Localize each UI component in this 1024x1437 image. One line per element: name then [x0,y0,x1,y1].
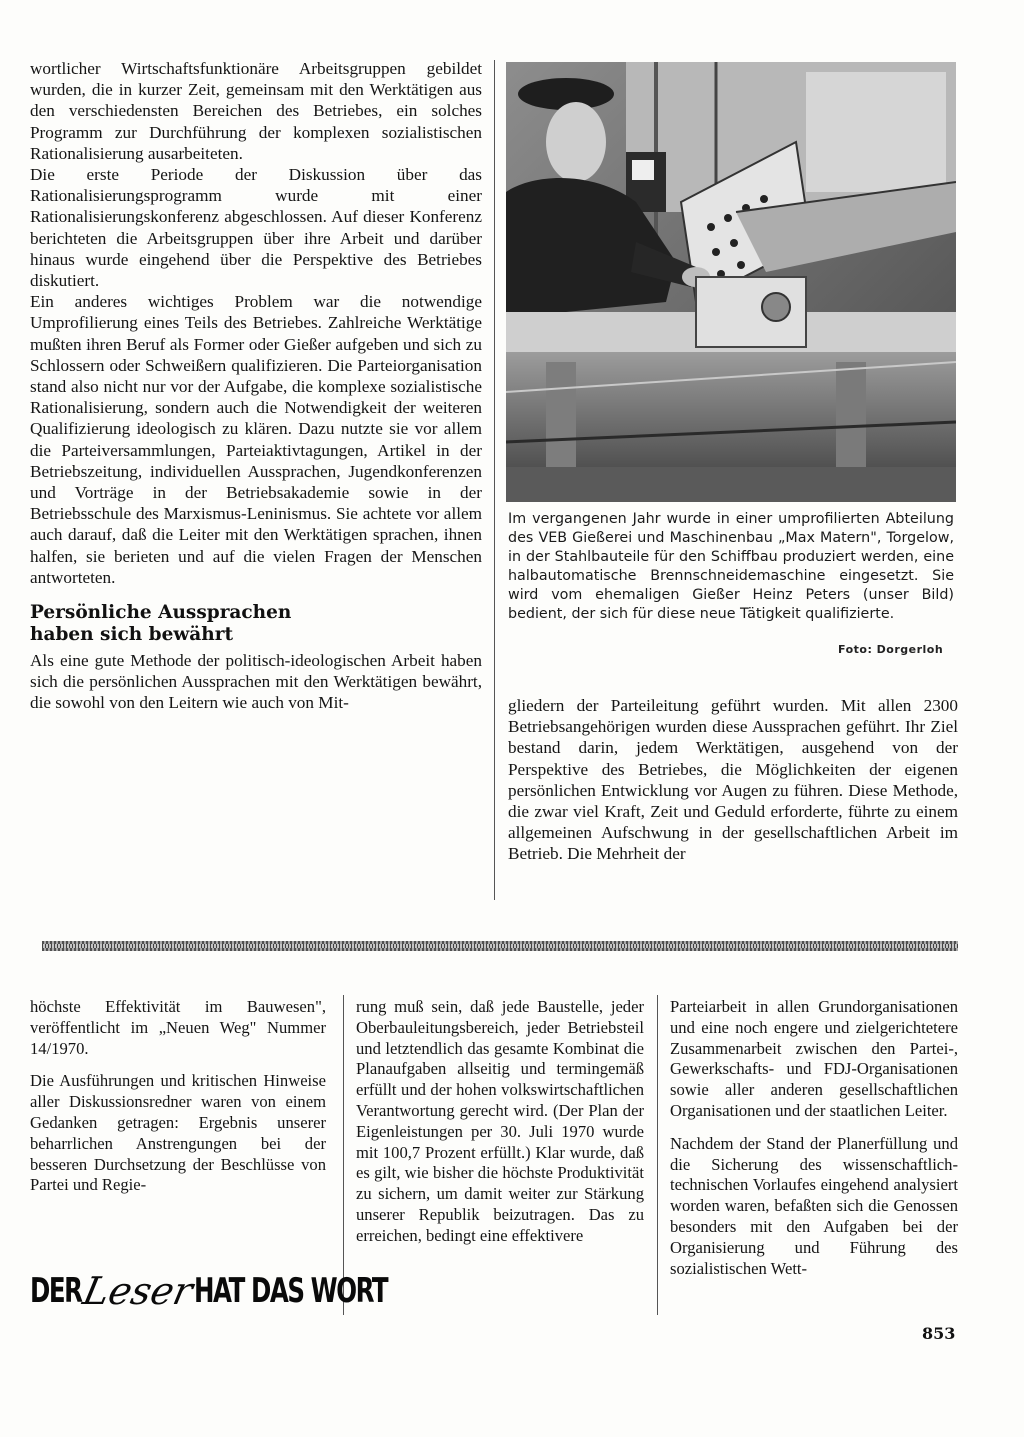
paragraph: Die Ausführungen und kritischen Hinweise aller Diskussionsredner waren von einem Gedanken getragen: Ergebnis unserer beharrlichen Anstrengungen bei der besseren Durchsetzung der Beschlüsse von Partei und Regie- [30,1071,326,1195]
column-rule [657,995,658,1315]
column-rule [343,995,344,1315]
rubric-heading-left: DER [30,1271,82,1311]
paragraph: wortlicher Wirtschaftsfunktionäre Arbeitsgruppen gebildet wurden, die in kurzer Zeit, gemeinsam mit den Werktätigen aus den verschiedensten Bereichen des Betriebes, ein solches Programm zur Durchführung der komplexen sozialistischen Rationalisierung ausarbeiteten. [30,59,482,163]
photo-machine-operator [506,62,956,502]
paragraph: Die erste Periode der Diskussion über das Rationalisierungsprogramm wurde mit einer Rationalisierungskonferenz abgeschlossen. Auf dieser Konferenz berichteten die Arbeitsgruppen über ihre Arbeit und darüber hinaus wurde eingehend über die Perspektive des Betriebes diskutiert. [30,165,482,291]
subheading-line-2: haben sich bewährt [30,624,233,646]
section-separator [42,941,958,951]
rubric-heading-script: Leser [79,1269,197,1313]
subheading-line-1: Persönliche Aussprachen [30,602,292,624]
column-rule [494,60,495,900]
paragraph: Nachdem der Stand der Planerfüllung und die Sicherung des wissenschaftlich-technischen Vorlaufes eingehend analysiert worden waren, befaßten sich die Genossen besonders mit den Aufgaben bei der Organisierung und Führung des sozialistischen Wett- [670,1133,958,1278]
photo-credit: Foto: Dorgerloh [838,643,944,656]
right-column-continuation [508,695,958,865]
rubric-heading [30,1263,388,1319]
bottom-column-2 [356,997,644,1247]
paragraph: rung muß sein, daß jede Baustelle, jeder Oberbauleitungsbereich, jeder Betriebsteil und letztendlich das gesamte Kombinat die Planaufgaben allseitig und termingemäß erfüllt und der hohen volkswirtschaftlichen Verantwortung gerecht wird. (Der Plan der Eigenleistungen per 30. Juli 1970 wurde mit 100,7 Prozent erfüllt.) Klar wurde, daß es gilt, wie bisher die höchste Produktivität zu sichern, um damit weiter zur Stärkung unserer Republik beizutragen. Das zu erreichen, bedingt eine effektivere [356,997,644,1245]
rubric-heading-right: HAT DAS WORT [193,1271,388,1311]
page-number: 853 [922,1324,956,1343]
photo-illustration [506,62,956,502]
left-column [30,58,482,714]
paragraph: Parteiarbeit in allen Grundorganisationen und eine noch engere und zielgerichtetere Zusammenarbeit zwischen den Partei-, Gewerkschafts- und FDJ-Organisationen sowie aller anderen gesellschaftlichen Organisationen und der staatlichen Leiter. [670,997,958,1120]
paragraph: Als eine gute Methode der politisch-ideologischen Arbeit haben sich die persönlichen Aussprachen mit den Werktätigen bewährt, die sowohl von den Leitern wie auch von Mit- [30,651,482,713]
bottom-column-3 [670,997,958,1279]
bottom-column-1 [30,997,326,1196]
paragraph: Ein anderes wichtiges Problem war die notwendige Umprofilierung eines Teils des Betriebes. Zahlreiche Werktätige mußten ihren Beruf als Former oder Gießer aufgeben und sich zu Schlossern oder Schweißern qualifizieren. Die Parteiorganisation stand also nicht nur vor der Aufgabe, die komplexe sozialistische Rationalisierung, sondern auch die Notwendigkeit der weiteren Qualifizierung ideologisch zu klären. Dazu nutzte sie vor allem die Parteiversammlungen, Parteiaktivtagungen, Artikel in der Betriebszeitung, individuellen Aussprachen, Jugendkonferenzen und Vorträge in der Betriebsakademie sowie in der Betriebsschule des Marxismus-Leninismus. Sie achtete vor allem auch darauf, daß die Leiter mit den Werktätigen sprachen, ihnen halfen, sie berieten und auf die vielen Fragen der Menschen antworteten. [30,292,482,587]
paragraph: höchste Effektivität im Bauwesen", veröffentlicht im „Neuen Weg" Nummer 14/1970. [30,997,326,1058]
photo-caption: Im vergangenen Jahr wurde in einer umprofilierten Abteilung des VEB Gießerei und Maschinenbau „Max Matern", Torgelow, in der Stahlbauteile für den Schiffbau produziert werden, eine halbautomatische Brennschneidemaschine eingesetzt. Sie wird vom ehemaligen Gießer Heinz Peters (unser Bild) bedient, der sich für diese neue Tätigkeit qualifizierte. [508,511,954,622]
subheading [30,602,482,646]
paragraph: gliedern der Parteileitung geführt wurden. Mit allen 2300 Betriebsangehörigen wurden diese Aussprachen geführt. Ihr Ziel bestand darin, jedem Werktätigen, ausgehend von der Perspektive des Betriebes, die Möglichkeiten der eigenen persönlichen Entwicklung vor Augen zu führen. Diese Methode, die zwar viel Kraft, Zeit und Geduld erforderte, führte zu einem allgemeinen Aufschwung in der gesellschaftlichen Arbeit im Betrieb. Die Mehrheit der [508,696,958,864]
